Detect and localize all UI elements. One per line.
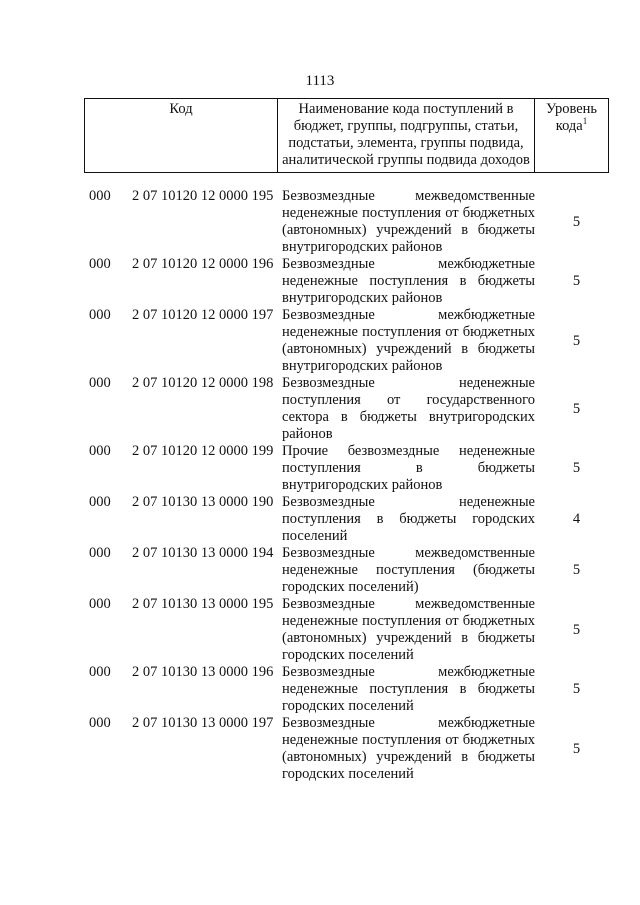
row-level: 4: [572, 511, 581, 527]
row-code: 2 07 10120 12 0000 196: [132, 256, 274, 272]
page-number: 1113: [305, 73, 335, 89]
row-code: 2 07 10130 13 0000 194: [132, 545, 274, 561]
row-name: Безвозмездные межбюджетные неденежные поступления в бюджеты внутригородских районов: [282, 256, 535, 306]
row-code: 2 07 10130 13 0000 195: [132, 596, 274, 612]
row-prefix: 000: [89, 596, 111, 612]
list-item: [84, 596, 608, 664]
header-code: Код: [85, 99, 278, 173]
row-prefix: 000: [89, 375, 111, 391]
row-name: Безвозмездные межбюджетные неденежные поступления в бюджеты городских поселений: [282, 664, 535, 714]
row-level: 5: [572, 332, 581, 349]
row-code: 2 07 10130 13 0000 197: [132, 715, 274, 731]
row-level: 5: [572, 400, 581, 417]
row-prefix: 000: [89, 443, 111, 459]
row-prefix: 000: [89, 715, 111, 731]
row-level: 5: [572, 460, 581, 476]
header-name: Наименование кода поступлений в бюджет, группы, подгруппы, статьи, подстатьи, элемента, группы подвида, аналитической группы подвида доходов: [278, 99, 535, 173]
header-row: [85, 99, 609, 173]
row-level: 5: [572, 681, 581, 697]
row-name: Безвозмездные межбюджетные неденежные поступления от бюджетных (автономных) учреждений в бюджеты внутригородских районов: [282, 307, 535, 374]
list-item: [84, 307, 608, 375]
list-item: [84, 545, 608, 596]
row-prefix: 000: [89, 307, 111, 323]
row-level: 5: [572, 740, 581, 757]
row-name: Безвозмездные межбюджетные неденежные поступления от бюджетных (автономных) учреждений в бюджеты городских поселений: [282, 715, 535, 782]
row-level: 5: [572, 273, 581, 289]
row-name: Прочие безвозмездные неденежные поступления в бюджеты внутригородских районов: [282, 443, 535, 493]
row-name: Безвозмездные межведомственные неденежные поступления от бюджетных (автономных) учреждений в бюджеты городских поселений: [282, 596, 535, 663]
list-item: [84, 256, 608, 307]
row-code: 2 07 10120 12 0000 195: [132, 188, 274, 204]
row-level: 5: [572, 213, 581, 230]
row-name: Безвозмездные межведомственные неденежные поступления (бюджеты городских поселений): [282, 545, 535, 595]
row-code: 2 07 10120 12 0000 198: [132, 375, 274, 391]
revenue-code-list: [84, 188, 608, 783]
header-level-label: Уровень кода: [545, 101, 598, 134]
header-level-footnote: 1: [582, 116, 588, 127]
row-name: Безвозмездные неденежные поступления в бюджеты городских поселений: [282, 494, 535, 544]
list-item: [84, 188, 608, 256]
row-code: 2 07 10120 12 0000 199: [132, 443, 274, 459]
row-prefix: 000: [89, 256, 111, 272]
row-name: Безвозмездные неденежные поступления от государственного сектора в бюджеты внутригородских районов: [282, 375, 535, 442]
header-table: [84, 98, 609, 173]
row-code: 2 07 10130 13 0000 196: [132, 664, 274, 680]
list-item: [84, 375, 608, 443]
row-prefix: 000: [89, 664, 111, 680]
row-prefix: 000: [89, 545, 111, 561]
list-item: [84, 715, 608, 783]
row-code: 2 07 10130 13 0000 190: [132, 494, 274, 510]
list-item: [84, 494, 608, 545]
list-item: [84, 443, 608, 494]
row-level: 5: [572, 562, 581, 578]
header-level: [535, 99, 609, 173]
row-prefix: 000: [89, 188, 111, 204]
row-prefix: 000: [89, 494, 111, 510]
row-code: 2 07 10120 12 0000 197: [132, 307, 274, 323]
row-level: 5: [572, 621, 581, 638]
row-name: Безвозмездные межведомственные неденежные поступления от бюджетных (автономных) учреждений в бюджеты внутригородских районов: [282, 188, 535, 255]
list-item: [84, 664, 608, 715]
